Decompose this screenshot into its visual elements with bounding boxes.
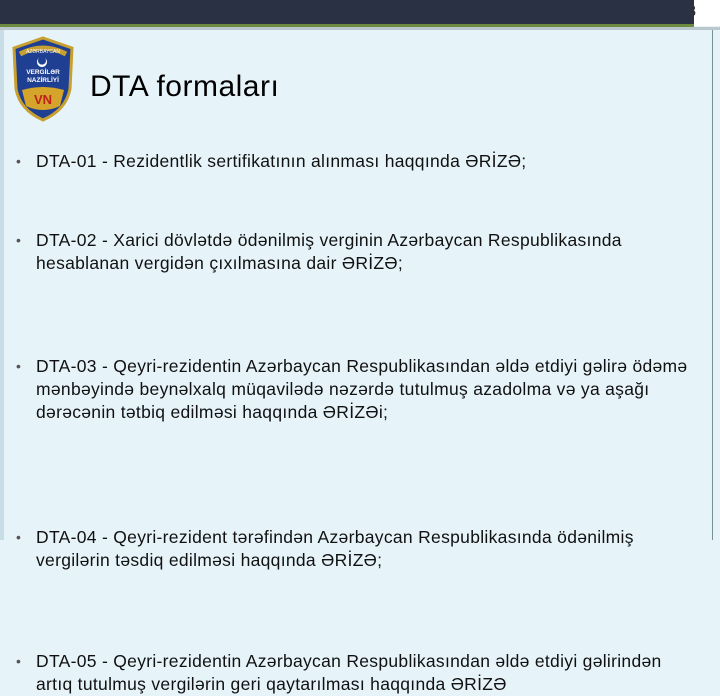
list-item-text: DTA-02 - Xarici dövlətdə ödənilmiş verginin Azərbaycan Respublikasında hesablanan vergidən çıxılmasına dair ƏRİZƏ; <box>36 230 622 273</box>
bullet-icon: • <box>16 153 22 169</box>
list-item <box>14 150 694 173</box>
right-border-line <box>712 30 713 540</box>
bullet-icon: • <box>16 529 22 545</box>
list-item <box>14 526 694 572</box>
list-item-text: DTA-03 - Qeyri-rezidentin Azərbaycan Respublikasından əldə etdiyi gəlirə ödəmə mənbəyində beynəlxalq müqavilədə nəzərdə tutulmuş azadolma və ya aşağı dərəcənin tətbiq edilməsi haqqında ƏRİZƏi; <box>36 356 688 422</box>
bullet-icon: • <box>16 358 22 374</box>
bullet-icon: • <box>16 653 22 669</box>
slide-title: DTA formaları <box>90 70 280 103</box>
ministry-emblem-logo <box>8 34 78 124</box>
list-item <box>14 650 694 696</box>
bullet-list <box>14 150 694 694</box>
top-banner-dark-strip <box>0 0 694 24</box>
emblem-line2: NAZİRLİYİ <box>27 77 59 84</box>
list-item <box>14 229 694 275</box>
emblem-monogram: VN <box>33 92 53 107</box>
list-item-text: DTA-05 - Qeyri-rezidentin Azərbaycan Respublikasından əldə etdiyi gəlirindən artıq tutulmuş vergilərin geri qaytarılması haqqında ƏRİZƏ <box>36 651 662 694</box>
top-banner <box>0 0 720 26</box>
top-banner-gray-strip <box>0 27 720 30</box>
page-number: 8 <box>688 3 696 20</box>
bullet-icon: • <box>16 232 22 248</box>
list-item-text: DTA-01 - Rezidentlik sertifikatının alınması haqqında ƏRİZƏ; <box>36 151 527 171</box>
list-item-text: DTA-04 - Qeyri-rezident tərəfindən Azərbaycan Respublikasında ödənilmiş vergilərin təsdiq edilməsi haqqında ƏRİZƏ; <box>36 527 634 570</box>
emblem-line1: VERGİLƏR <box>26 69 60 76</box>
left-accent-bar <box>0 30 4 540</box>
list-item <box>14 355 694 424</box>
emblem-arc-text: AZƏRBAYCAN <box>26 49 60 55</box>
